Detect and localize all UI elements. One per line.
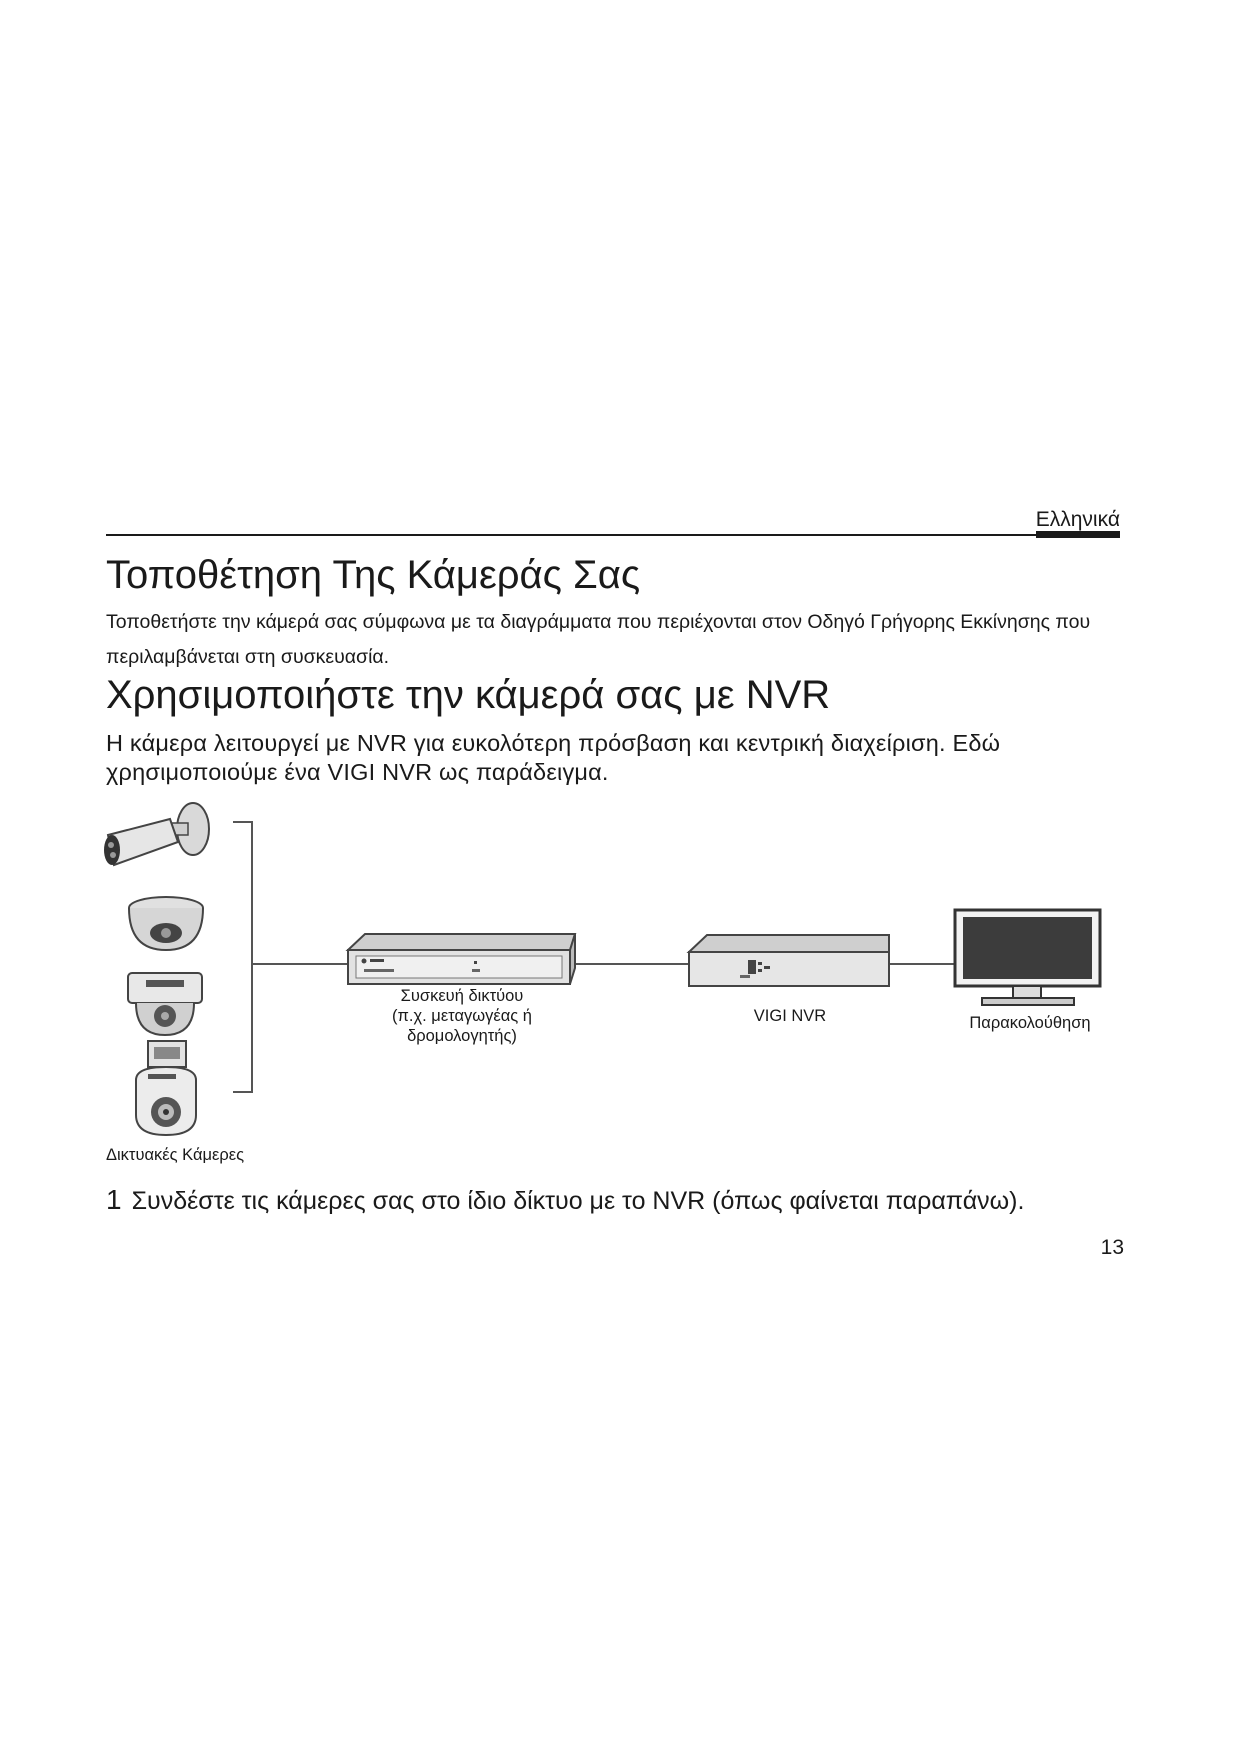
bullet-camera-icon <box>104 803 209 865</box>
dome-camera-icon <box>128 973 202 1035</box>
cameras-caption: Δικτυακές Κάμερες <box>106 1146 245 1164</box>
network-device-caption-line1: Συσκευή δικτύου <box>400 987 524 1005</box>
nvr-caption: VIGI NVR <box>753 1007 827 1025</box>
ptz-camera-icon <box>136 1041 196 1135</box>
step-1 <box>106 1184 1024 1216</box>
monitor-caption: Παρακολούθηση <box>969 1014 1091 1032</box>
step-number: 1 <box>106 1184 122 1215</box>
monitor-icon <box>955 910 1100 1005</box>
network-device-caption <box>382 986 542 1046</box>
section-title-nvr: Χρησιμοποιήστε την κάμερά σας με NVR <box>106 673 831 717</box>
network-device-caption-line2: (π.χ. μεταγωγέας ή <box>392 1007 532 1025</box>
header-rule <box>106 534 1120 536</box>
network-diagram <box>100 790 1120 1170</box>
network-device-caption-line3: δρομολογητής) <box>407 1027 517 1045</box>
language-label: Ελληνικά <box>1035 508 1120 531</box>
turret-camera-icon <box>129 897 203 950</box>
network-switch-icon <box>348 934 575 984</box>
camera-bracket <box>233 822 348 1092</box>
section-title-mounting: Τοποθέτηση Της Κάμεράς Σας <box>106 553 641 597</box>
section-body-mounting: Τοποθετήστε την κάμερά σας σύμφωνα με τα διαγράμματα που περιέχονται στον Οδηγό Γρήγορης Εκκίνησης που περιλαμβάνεται στη συσκευασία. <box>106 611 1091 668</box>
section-body-nvr: Η κάμερα λειτουργεί με NVR για ευκολότερη πρόσβαση και κεντρική διαχείριση. Εδώ χρησιμοποιούμε ένα VIGI NVR ως παράδειγμα. <box>106 730 1001 785</box>
step-text: Συνδέστε τις κάμερες σας στο ίδιο δίκτυο με το NVR (όπως φαίνεται παραπάνω). <box>131 1187 1025 1215</box>
page-number: 13 <box>1100 1236 1124 1259</box>
header-rule-tab <box>1036 531 1120 538</box>
vigi-nvr-icon <box>689 935 889 986</box>
